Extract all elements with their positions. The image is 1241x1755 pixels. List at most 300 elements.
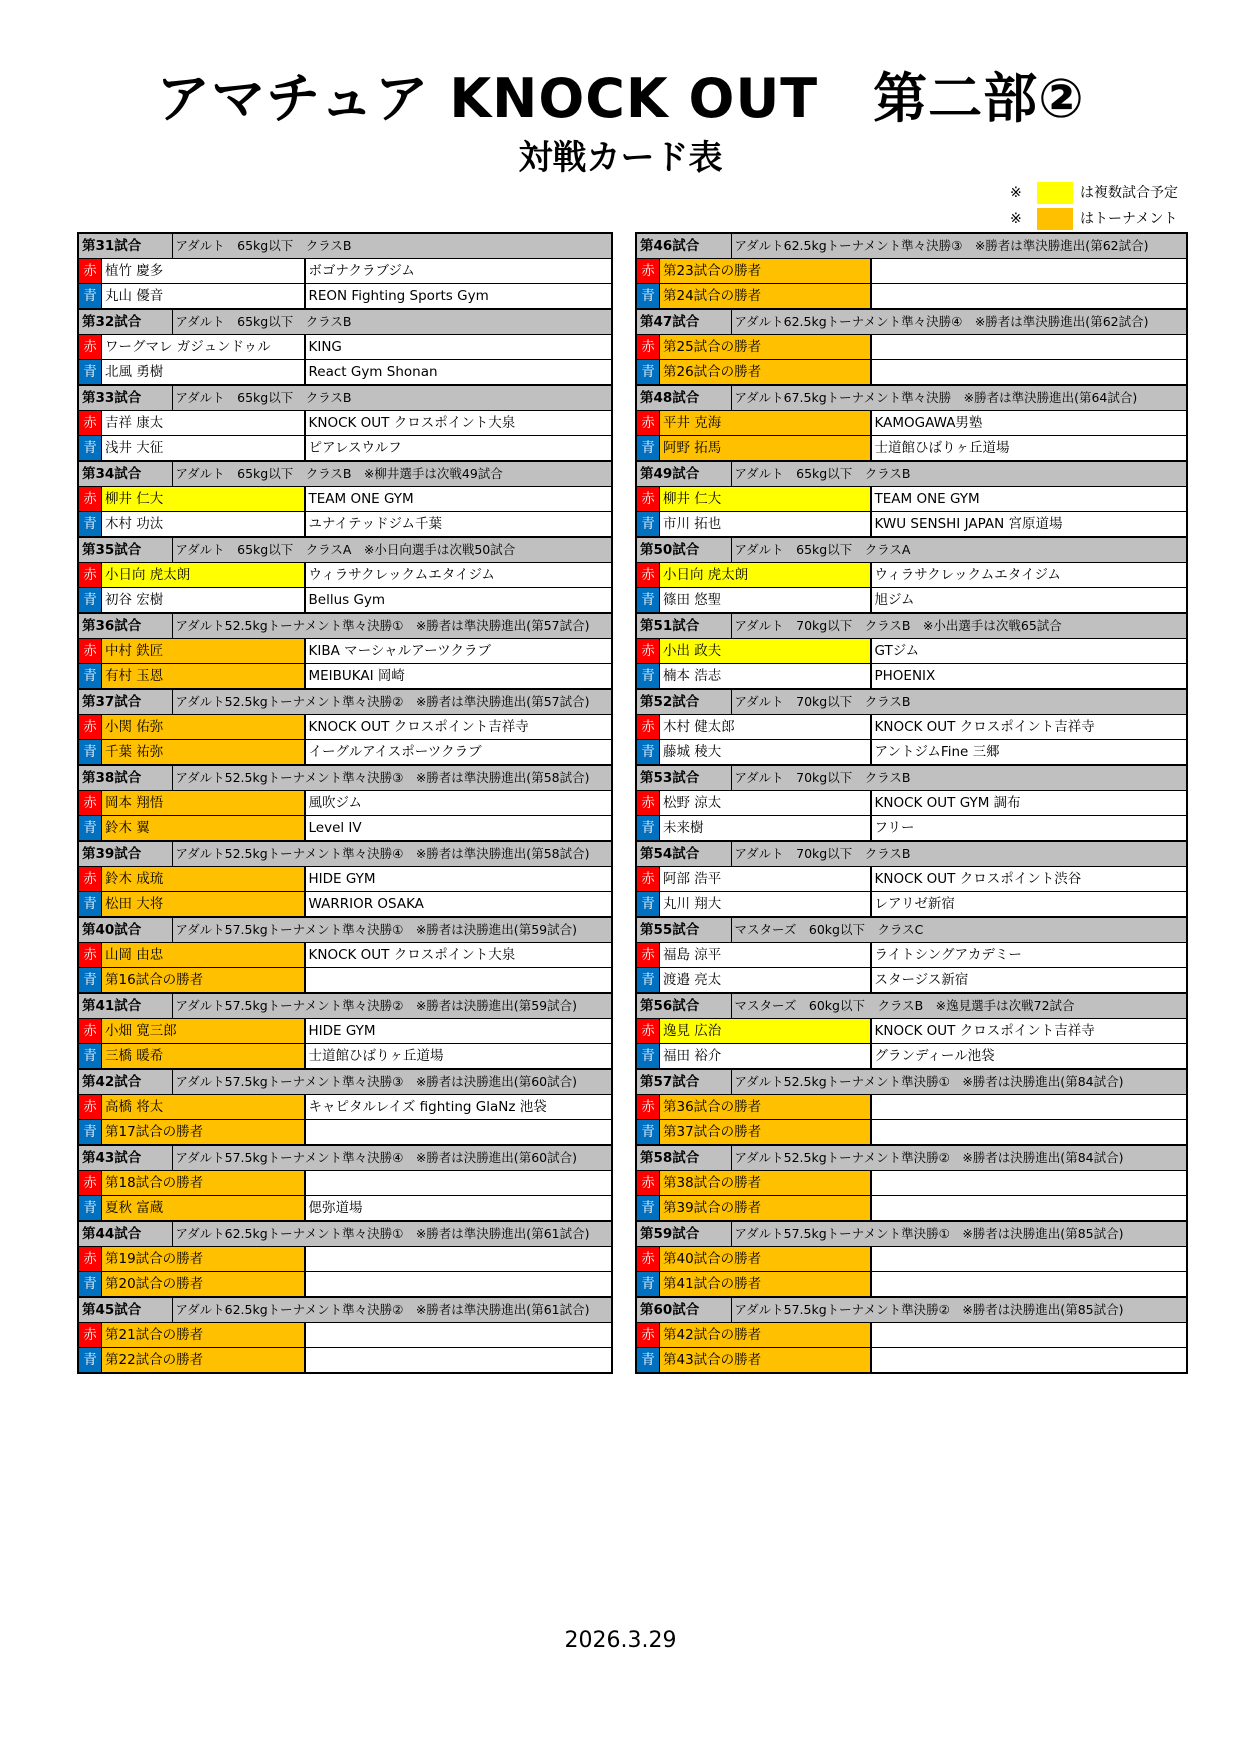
match-number: 第55試合	[636, 917, 731, 943]
fighter-name: 第21試合の勝者	[101, 1323, 305, 1347]
match-header-row	[636, 385, 1187, 411]
fighter-name: 市川 拓也	[659, 512, 871, 536]
corner-badge-red: 赤	[79, 1019, 101, 1043]
corner-badge-red: 赤	[637, 1095, 659, 1119]
match-description: アダルト 65kg以下 クラスB ※柳井選手は次戦49試合	[172, 461, 612, 487]
match-number: 第50試合	[636, 537, 731, 563]
match-number: 第35試合	[78, 537, 172, 563]
fighter-row-red	[78, 259, 612, 284]
match-number: 第49試合	[636, 461, 731, 487]
fighter-name: 第22試合の勝者	[101, 1348, 305, 1372]
match-description: アダルト 65kg以下 クラスB	[172, 233, 612, 259]
corner-badge-red: 赤	[79, 1247, 101, 1271]
page-subtitle: 対戦カード表	[518, 138, 723, 178]
corner-badge-red: 赤	[79, 411, 101, 435]
fighter-name: 柳井 仁大	[101, 487, 305, 511]
match-description: アダルト 65kg以下 クラスB	[172, 385, 612, 411]
match-number: 第44試合	[78, 1221, 172, 1247]
match-number: 第58試合	[636, 1145, 731, 1171]
fighter-gym	[871, 1171, 1187, 1196]
fighter-name: 千葉 祐弥	[101, 740, 305, 764]
fighter-gym	[871, 1120, 1187, 1146]
match-number: 第45試合	[78, 1297, 172, 1323]
corner-badge-red: 赤	[79, 639, 101, 663]
match-number: 第52試合	[636, 689, 731, 715]
fighter-gym: Bellus Gym	[305, 588, 612, 614]
fighter-name: 中村 鉄匠	[101, 639, 305, 663]
fighter-gym	[871, 1323, 1187, 1348]
match-description: アダルト57.5kgトーナメント準々決勝① ※勝者は決勝進出(第59試合)	[172, 917, 612, 943]
match-header-row	[78, 1297, 612, 1323]
fighter-name: 篠田 悠聖	[659, 588, 871, 612]
match-description: アダルト67.5kgトーナメント準々決勝 ※勝者は準決勝進出(第64試合)	[731, 385, 1187, 411]
fighter-cell	[78, 1120, 305, 1146]
fighter-row-blue	[636, 512, 1187, 538]
match-description: アダルト52.5kgトーナメント準決勝① ※勝者は決勝進出(第84試合)	[731, 1069, 1187, 1095]
match-number: 第41試合	[78, 993, 172, 1019]
fighter-gym: ウィラサクレックムエタイジム	[871, 563, 1187, 588]
corner-badge-red: 赤	[79, 259, 101, 283]
fighter-gym: KAMOGAWA男塾	[871, 411, 1187, 436]
fighter-row-red	[636, 411, 1187, 436]
fighter-row-red	[78, 791, 612, 816]
fighter-name: 未来樹	[659, 816, 871, 840]
fighter-name: 第20試合の勝者	[101, 1272, 305, 1296]
fighter-cell	[78, 335, 305, 360]
fighter-cell	[78, 487, 305, 512]
fighter-name: 高橋 将太	[101, 1095, 305, 1119]
document-date: 2026.3.29	[564, 1628, 677, 1653]
fighter-cell	[636, 259, 871, 284]
fighter-row-red	[636, 791, 1187, 816]
fighter-gym	[305, 1171, 612, 1196]
fighter-name: 北風 勇樹	[101, 360, 305, 384]
match-description: アダルト 70kg以下 クラスB	[731, 689, 1187, 715]
fighter-name: 鈴木 成琉	[101, 867, 305, 891]
fighter-row-blue	[636, 664, 1187, 690]
corner-badge-blue: 青	[637, 1120, 659, 1144]
fighter-row-blue	[636, 1120, 1187, 1146]
corner-badge-blue: 青	[637, 588, 659, 612]
fighter-row-blue	[78, 892, 612, 918]
fighter-row-blue	[636, 1196, 1187, 1222]
match-header-row	[78, 233, 612, 259]
fighter-row-red	[636, 1323, 1187, 1348]
corner-badge-red: 赤	[79, 867, 101, 891]
fighter-gym: 偲弥道場	[305, 1196, 612, 1222]
fighter-name: 第43試合の勝者	[659, 1348, 871, 1372]
fighter-gym: 旭ジム	[871, 588, 1187, 614]
fighter-name: 逸見 広治	[659, 1019, 871, 1043]
corner-badge-blue: 青	[637, 1272, 659, 1296]
corner-badge-red: 赤	[79, 791, 101, 815]
corner-badge-red: 赤	[637, 259, 659, 283]
match-description: アダルト 65kg以下 クラスA ※小日向選手は次戦50試合	[172, 537, 612, 563]
fighter-cell	[636, 284, 871, 310]
fighter-row-red	[78, 563, 612, 588]
fighter-row-red	[636, 1247, 1187, 1272]
match-number: 第33試合	[78, 385, 172, 411]
fighter-cell	[636, 1095, 871, 1120]
fighter-name: 第37試合の勝者	[659, 1120, 871, 1144]
fighter-gym: HIDE GYM	[305, 1019, 612, 1044]
match-number: 第54試合	[636, 841, 731, 867]
match-number: 第38試合	[78, 765, 172, 791]
fighter-gym	[871, 1272, 1187, 1298]
corner-badge-red: 赤	[79, 487, 101, 511]
fighter-cell	[636, 892, 871, 918]
corner-badge-blue: 青	[79, 740, 101, 764]
fighter-name: 第23試合の勝者	[659, 259, 871, 283]
fighter-name: 小出 政夫	[659, 639, 871, 663]
fighter-gym: KNOCK OUT クロスポイント渋谷	[871, 867, 1187, 892]
fighter-row-blue	[636, 968, 1187, 994]
corner-badge-red: 赤	[79, 943, 101, 967]
corner-badge-blue: 青	[79, 816, 101, 840]
fighter-name: 第24試合の勝者	[659, 284, 871, 308]
corner-badge-red: 赤	[637, 487, 659, 511]
corner-badge-red: 赤	[637, 715, 659, 739]
fighter-name: 岡本 翔悟	[101, 791, 305, 815]
fighter-cell	[636, 1120, 871, 1146]
match-header-row	[78, 1145, 612, 1171]
corner-badge-blue: 青	[637, 436, 659, 460]
match-description: アダルト 70kg以下 クラスB ※小出選手は次戦65試合	[731, 613, 1187, 639]
match-header-row	[636, 537, 1187, 563]
corner-badge-blue: 青	[79, 1196, 101, 1220]
fighter-cell	[636, 335, 871, 360]
match-description: アダルト52.5kgトーナメント準々決勝④ ※勝者は準決勝進出(第58試合)	[172, 841, 612, 867]
fighter-row-red	[78, 335, 612, 360]
fighter-row-blue	[78, 816, 612, 842]
fighter-name: 吉祥 康太	[101, 411, 305, 435]
fighter-row-red	[78, 411, 612, 436]
fighter-row-red	[636, 867, 1187, 892]
fighter-cell	[78, 1095, 305, 1120]
fighter-gym: レアリゼ新宿	[871, 892, 1187, 918]
fighter-row-red	[78, 1019, 612, 1044]
corner-badge-blue: 青	[79, 1348, 101, 1372]
match-description: アダルト52.5kgトーナメント準々決勝② ※勝者は準決勝進出(第57試合)	[172, 689, 612, 715]
fighter-row-red	[78, 487, 612, 512]
fighter-row-red	[78, 715, 612, 740]
fighter-gym: KNOCK OUT クロスポイント大泉	[305, 943, 612, 968]
fighter-cell	[636, 588, 871, 614]
fighter-name: 阿部 浩平	[659, 867, 871, 891]
match-description: アダルト57.5kgトーナメント準々決勝② ※勝者は決勝進出(第59試合)	[172, 993, 612, 1019]
corner-badge-blue: 青	[637, 740, 659, 764]
fighter-cell	[636, 664, 871, 690]
fighter-row-red	[636, 943, 1187, 968]
fighter-gym: PHOENIX	[871, 664, 1187, 690]
match-header-row	[78, 993, 612, 1019]
match-number: 第53試合	[636, 765, 731, 791]
fighter-row-blue	[636, 1044, 1187, 1070]
fighter-gym: 士道館ひばりヶ丘道場	[871, 436, 1187, 462]
corner-badge-blue: 青	[79, 1120, 101, 1144]
match-description: アダルト 65kg以下 クラスA	[731, 537, 1187, 563]
match-number: 第47試合	[636, 309, 731, 335]
fighter-row-blue	[78, 968, 612, 994]
fighter-gym: KNOCK OUT クロスポイント吉祥寺	[871, 715, 1187, 740]
fighter-gym	[871, 284, 1187, 310]
fighter-gym: React Gym Shonan	[305, 360, 612, 386]
fighter-row-blue	[78, 1272, 612, 1298]
corner-badge-blue: 青	[637, 1044, 659, 1068]
corner-badge-red: 赤	[79, 1171, 101, 1195]
fighter-gym	[871, 1348, 1187, 1374]
match-description: アダルト57.5kgトーナメント準々決勝③ ※勝者は決勝進出(第60試合)	[172, 1069, 612, 1095]
fighter-name: 渡邉 亮太	[659, 968, 871, 992]
fighter-gym	[871, 259, 1187, 284]
match-header-row	[78, 765, 612, 791]
match-number: 第46試合	[636, 233, 731, 259]
fighter-name: 第36試合の勝者	[659, 1095, 871, 1119]
corner-badge-red: 赤	[637, 563, 659, 587]
match-number: 第42試合	[78, 1069, 172, 1095]
fighter-cell	[78, 715, 305, 740]
match-header-row	[78, 1069, 612, 1095]
corner-badge-red: 赤	[637, 1323, 659, 1347]
fighter-row-red	[636, 1171, 1187, 1196]
match-header-row	[78, 537, 612, 563]
fighter-row-blue	[636, 1348, 1187, 1374]
corner-badge-red: 赤	[637, 867, 659, 891]
fighter-name: 第41試合の勝者	[659, 1272, 871, 1296]
fighter-gym: WARRIOR OSAKA	[305, 892, 612, 918]
match-number: 第36試合	[78, 613, 172, 639]
fighter-name: 小日向 虎太朗	[101, 563, 305, 587]
fighter-row-red	[636, 487, 1187, 512]
match-table-left	[77, 232, 613, 1374]
corner-badge-blue: 青	[79, 360, 101, 384]
match-description: アダルト 65kg以下 クラスB	[172, 309, 612, 335]
match-number: 第32試合	[78, 309, 172, 335]
match-number: 第43試合	[78, 1145, 172, 1171]
corner-badge-red: 赤	[79, 715, 101, 739]
fighter-gym: KING	[305, 335, 612, 360]
fighter-cell	[78, 512, 305, 538]
fighter-gym: GTジム	[871, 639, 1187, 664]
corner-badge-red: 赤	[637, 639, 659, 663]
fighter-gym: MEIBUKAI 岡崎	[305, 664, 612, 690]
fighter-cell	[78, 816, 305, 842]
match-header-row	[636, 309, 1187, 335]
fighter-row-blue	[636, 284, 1187, 310]
match-description: アダルト52.5kgトーナメント準決勝② ※勝者は決勝進出(第84試合)	[731, 1145, 1187, 1171]
fighter-cell	[636, 715, 871, 740]
fighter-name: 小畑 寛三郎	[101, 1019, 305, 1043]
fighter-gym: KIBA マーシャルアーツクラブ	[305, 639, 612, 664]
match-header-row	[636, 613, 1187, 639]
match-header-row	[78, 1221, 612, 1247]
fighter-cell	[78, 259, 305, 284]
match-number: 第31試合	[78, 233, 172, 259]
fighter-row-blue	[78, 664, 612, 690]
fighter-gym: KNOCK OUT GYM 調布	[871, 791, 1187, 816]
match-header-row	[636, 1069, 1187, 1095]
fighter-gym: TEAM ONE GYM	[871, 487, 1187, 512]
fighter-name: 松田 大将	[101, 892, 305, 916]
fighter-row-blue	[78, 1120, 612, 1146]
fighter-gym: ボゴナクラブジム	[305, 259, 612, 284]
fighter-cell	[636, 1247, 871, 1272]
corner-badge-blue: 青	[637, 664, 659, 688]
fighter-row-blue	[78, 1044, 612, 1070]
fighter-name: 丸山 優音	[101, 284, 305, 308]
fighter-gym	[305, 1348, 612, 1374]
fighter-name: 柳井 仁大	[659, 487, 871, 511]
fighter-name: 第16試合の勝者	[101, 968, 305, 992]
fighter-cell	[78, 740, 305, 766]
fighter-cell	[78, 1348, 305, 1374]
fighter-cell	[78, 892, 305, 918]
fighter-gym	[305, 968, 612, 994]
fighter-gym: KNOCK OUT クロスポイント吉祥寺	[305, 715, 612, 740]
fighter-name: 第40試合の勝者	[659, 1247, 871, 1271]
fighter-row-blue	[78, 588, 612, 614]
fighter-cell	[78, 664, 305, 690]
fighter-gym: アントジムFine 三郷	[871, 740, 1187, 766]
fighter-gym	[871, 360, 1187, 386]
fighter-gym	[871, 1247, 1187, 1272]
match-description: アダルト52.5kgトーナメント準々決勝③ ※勝者は準決勝進出(第58試合)	[172, 765, 612, 791]
fighter-gym: 風吹ジム	[305, 791, 612, 816]
fighter-row-red	[636, 259, 1187, 284]
fighter-cell	[636, 1019, 871, 1044]
fighter-gym: キャピタルレイズ fighting GlaNz 池袋	[305, 1095, 612, 1120]
match-header-row	[636, 1297, 1187, 1323]
match-description: アダルト 65kg以下 クラスB	[731, 461, 1187, 487]
match-number: 第60試合	[636, 1297, 731, 1323]
corner-badge-blue: 青	[79, 1044, 101, 1068]
legend-mark: ※	[1010, 211, 1022, 227]
match-table-right	[635, 232, 1188, 1374]
fighter-gym: ウィラサクレックムエタイジム	[305, 563, 612, 588]
fighter-row-blue	[636, 892, 1187, 918]
corner-badge-red: 赤	[79, 1095, 101, 1119]
fighter-name: 第18試合の勝者	[101, 1171, 305, 1195]
match-header-row	[78, 309, 612, 335]
fighter-cell	[636, 968, 871, 994]
fighter-name: 第38試合の勝者	[659, 1171, 871, 1195]
fighter-cell	[78, 1171, 305, 1196]
corner-badge-red: 赤	[79, 563, 101, 587]
fighter-name: 平井 克海	[659, 411, 871, 435]
match-description: アダルト52.5kgトーナメント準々決勝① ※勝者は準決勝進出(第57試合)	[172, 613, 612, 639]
corner-badge-red: 赤	[637, 1019, 659, 1043]
fighter-row-red	[78, 943, 612, 968]
fighter-name: 第26試合の勝者	[659, 360, 871, 384]
fighter-name: 楠本 浩志	[659, 664, 871, 688]
match-description: マスターズ 60kg以下 クラスC	[731, 917, 1187, 943]
fighter-name: 藤城 稜大	[659, 740, 871, 764]
match-header-row	[636, 1145, 1187, 1171]
fighter-name: 第17試合の勝者	[101, 1120, 305, 1144]
fighter-gym: ライトシングアカデミー	[871, 943, 1187, 968]
fighter-gym	[305, 1272, 612, 1298]
match-description: アダルト62.5kgトーナメント準々決勝④ ※勝者は準決勝進出(第62試合)	[731, 309, 1187, 335]
match-description: アダルト 70kg以下 クラスB	[731, 841, 1187, 867]
match-number: 第39試合	[78, 841, 172, 867]
corner-badge-blue: 青	[637, 892, 659, 916]
fighter-row-red	[78, 1171, 612, 1196]
match-header-row	[78, 917, 612, 943]
fighter-cell	[78, 411, 305, 436]
fighter-cell	[636, 1171, 871, 1196]
legend-swatch-yellow	[1037, 182, 1073, 204]
fighter-name: 山岡 由忠	[101, 943, 305, 967]
corner-badge-red: 赤	[637, 411, 659, 435]
corner-badge-blue: 青	[637, 284, 659, 308]
fighter-cell	[636, 639, 871, 664]
fighter-gym	[305, 1247, 612, 1272]
match-header-row	[78, 385, 612, 411]
fighter-name: 第39試合の勝者	[659, 1196, 871, 1220]
fighter-cell	[636, 943, 871, 968]
fighter-cell	[78, 563, 305, 588]
corner-badge-red: 赤	[637, 1171, 659, 1195]
fighter-gym	[871, 1095, 1187, 1120]
match-description: アダルト57.5kgトーナメント準々決勝④ ※勝者は決勝進出(第60試合)	[172, 1145, 612, 1171]
corner-badge-blue: 青	[637, 1196, 659, 1220]
fighter-cell	[78, 1272, 305, 1298]
fighter-name: 植竹 慶多	[101, 259, 305, 283]
fighter-row-red	[78, 1247, 612, 1272]
corner-badge-blue: 青	[79, 892, 101, 916]
fighter-name: 初谷 宏樹	[101, 588, 305, 612]
corner-badge-red: 赤	[79, 335, 101, 359]
fighter-cell	[78, 588, 305, 614]
fighter-cell	[636, 1323, 871, 1348]
fighter-cell	[78, 968, 305, 994]
match-header-row	[636, 689, 1187, 715]
fighter-name: 松野 涼太	[659, 791, 871, 815]
fighter-gym: KNOCK OUT クロスポイント吉祥寺	[871, 1019, 1187, 1044]
match-description: アダルト62.5kgトーナメント準々決勝① ※勝者は準決勝進出(第61試合)	[172, 1221, 612, 1247]
fighter-row-red	[636, 715, 1187, 740]
fighter-gym: REON Fighting Sports Gym	[305, 284, 612, 310]
fighter-cell	[78, 1247, 305, 1272]
fighter-gym: TEAM ONE GYM	[305, 487, 612, 512]
fighter-cell	[78, 284, 305, 310]
match-header-row	[636, 993, 1187, 1019]
fighter-row-red	[78, 1095, 612, 1120]
match-header-row	[78, 689, 612, 715]
fighter-gym	[871, 335, 1187, 360]
fighter-gym	[871, 1196, 1187, 1222]
fighter-row-red	[636, 335, 1187, 360]
fighter-name: 木村 健太郎	[659, 715, 871, 739]
fighter-row-red	[78, 639, 612, 664]
fighter-name: 福田 裕介	[659, 1044, 871, 1068]
fighter-row-red	[636, 1095, 1187, 1120]
corner-badge-red: 赤	[637, 335, 659, 359]
fighter-row-blue	[636, 1272, 1187, 1298]
fighter-cell	[78, 943, 305, 968]
corner-badge-blue: 青	[79, 512, 101, 536]
fighter-cell	[636, 1044, 871, 1070]
match-header-row	[636, 233, 1187, 259]
fighter-gym: イーグルアイスポーツクラブ	[305, 740, 612, 766]
corner-badge-blue: 青	[79, 1272, 101, 1296]
fighter-gym: KNOCK OUT クロスポイント大泉	[305, 411, 612, 436]
fighter-name: 福島 涼平	[659, 943, 871, 967]
fighter-cell	[78, 1323, 305, 1348]
fighter-gym: ユナイテッドジム千葉	[305, 512, 612, 538]
match-number: 第37試合	[78, 689, 172, 715]
match-header-row	[636, 1221, 1187, 1247]
